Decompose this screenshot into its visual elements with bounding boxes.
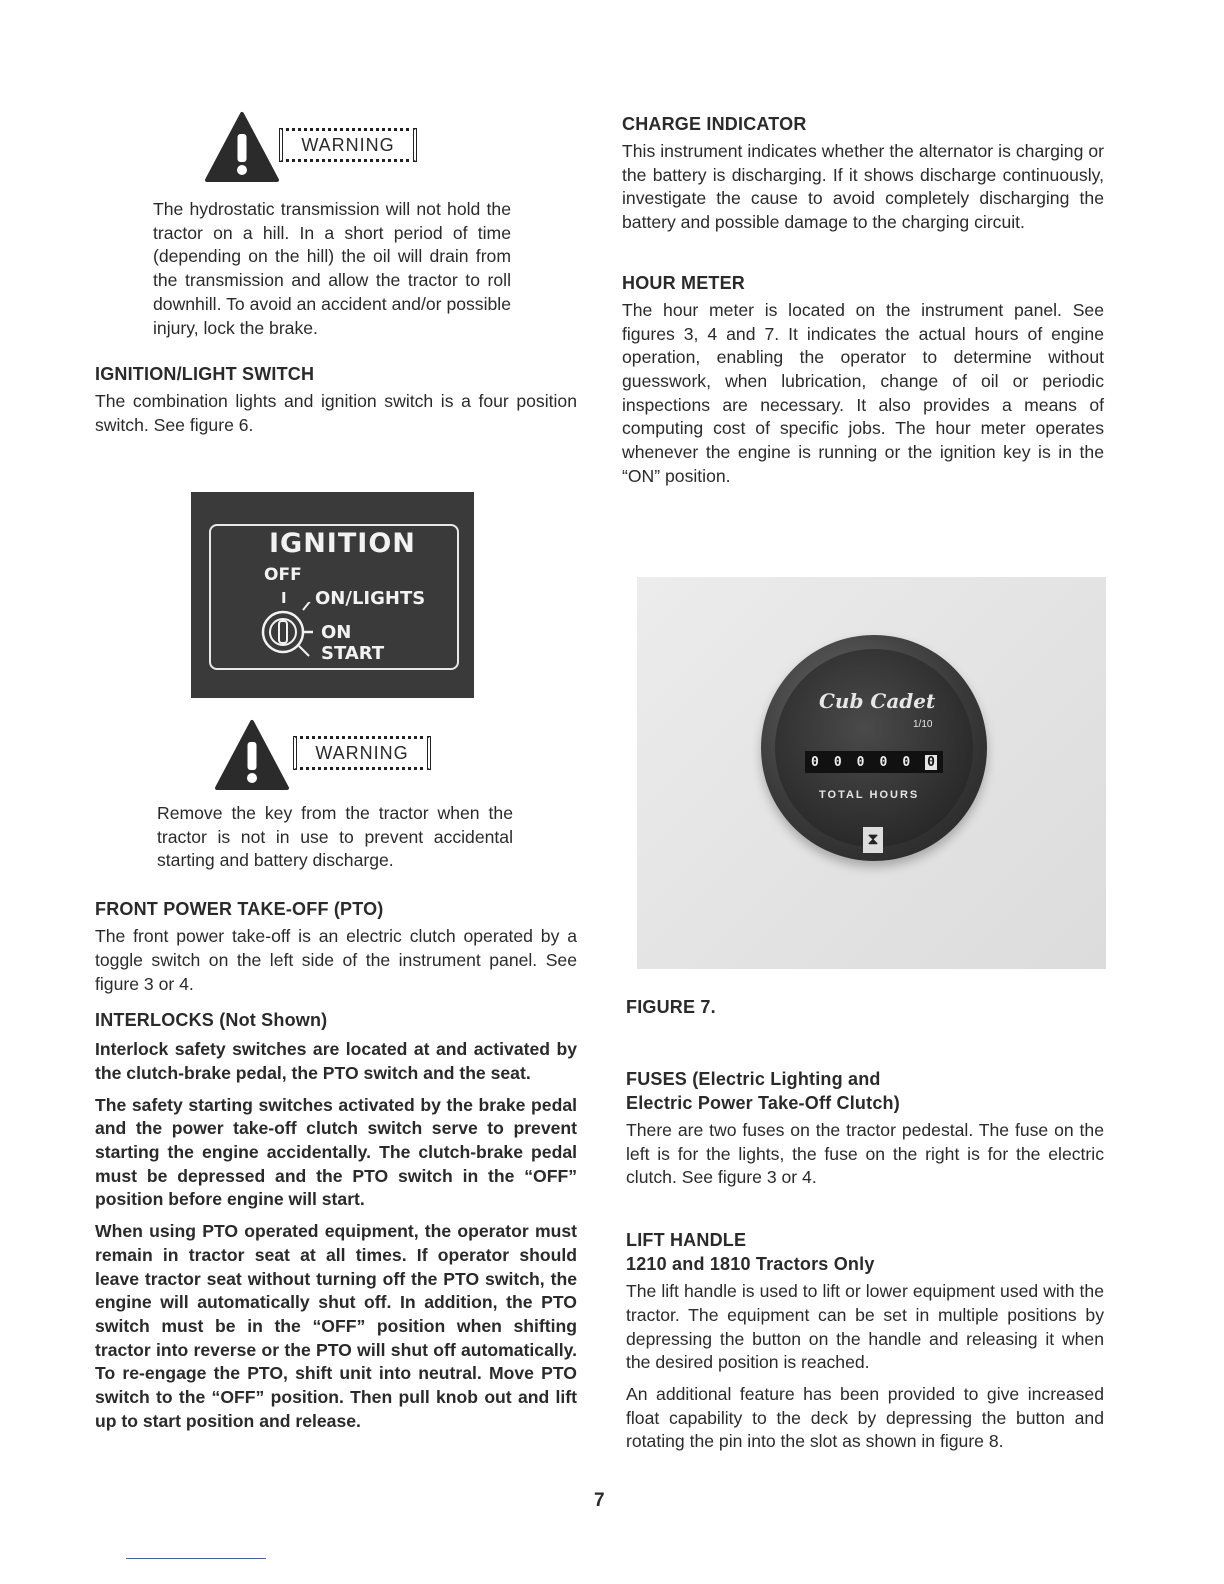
lift-heading-line2: 1210 and 1810 Tractors Only (626, 1254, 875, 1275)
lift-p2: An additional feature has been provided to give increased float capability to the deck by depressing the button and rotating the pin into the slot as shown in figure 8. (626, 1383, 1104, 1452)
hourglass-icon: ⧗ (863, 827, 883, 853)
hour-meter-heading: HOUR METER (622, 272, 745, 293)
ignition-title: IGNITION (269, 528, 416, 559)
ignition-start-label: START (321, 643, 385, 664)
counter-digit: 0 (856, 754, 865, 770)
counter-digit-tenths: 0 (927, 754, 935, 770)
total-hours-label: TOTAL HOURS (819, 789, 920, 801)
warning-text-2: Remove the key from the tractor when the tractor is not in use to prevent accidental starting and battery discharge. (157, 803, 513, 871)
counter-digit: 0 (879, 754, 888, 770)
warning-block-2 (213, 718, 577, 796)
fuses-heading-line2: Electric Power Take-Off Clutch) (626, 1093, 900, 1113)
warning-block-1 (203, 110, 577, 188)
interlocks-p1: Interlock safety switches are located at and activated by the clutch-brake pedal, the PTO switch and the seat. (95, 1039, 577, 1083)
warning-label: WARNING (293, 736, 431, 770)
ignition-off-label: OFF (264, 565, 302, 585)
interlocks-p3: When using PTO operated equipment, the operator must remain in tractor seat at all times. If operator should leave tractor seat without turning off the PTO switch, the engine will automatically shut off. In addition, the PTO switch must be in the “OFF” position when shifting tractor into reverse or the PTO will shut off automatically. To re-engage the PTO, shift unit into neutral. Move PTO switch to the “OFF” position. Then pull knob out and lift up to start position and release. (95, 1221, 577, 1431)
tenths-label: 1/10 (913, 719, 933, 730)
warning-triangle-icon (213, 718, 291, 790)
brand-logo: Cub Cadet (819, 689, 936, 713)
fuses-heading-line1: FUSES (Electric Lighting and (626, 1069, 881, 1089)
ignition-key-icon (253, 602, 319, 662)
counter-digit: 0 (833, 754, 842, 770)
ignition-heading: IGNITION/LIGHT SWITCH (95, 364, 315, 385)
hour-meter-photo (637, 577, 1106, 969)
warning-text-1: The hydrostatic transmission will not hold the tractor on a hill. In a short period of time (depending on the hill) the oil will drain from the transmission and allow the tractor to roll downhill. To avoid an accident and/or possible injury, lock the brake. (153, 199, 511, 338)
ignition-switch-figure (191, 492, 474, 698)
right-column (622, 110, 1104, 488)
left-column (95, 110, 577, 438)
warning-triangle-icon (203, 110, 281, 182)
lift-p1: The lift handle is used to lift or lower equipment used with the tractor. The equipment can be set in multiple positions by depressing the button on the handle and releasing it when the desired position is reached. (626, 1281, 1104, 1373)
counter-digit: 0 (902, 754, 911, 770)
pto-heading: FRONT POWER TAKE-OFF (PTO) (95, 899, 384, 920)
right-column-lower (626, 1067, 1104, 1454)
charge-heading: CHARGE INDICATOR (622, 114, 807, 134)
hour-meter-gauge (761, 635, 987, 861)
hour-counter (805, 751, 943, 773)
ignition-on-lights-label: ON/LIGHTS (315, 588, 426, 609)
ignition-tick: I (281, 589, 287, 607)
footer-rule (126, 1558, 266, 1559)
ignition-text: The combination lights and ignition switch is a four position switch. See figure 6. (95, 391, 577, 435)
interlocks-p2: The safety starting switches activated by the brake pedal and the power take-off clutch switch serve to prevent starting the engine accidentally. The clutch-brake pedal must be depressed and the PTO switch in the “OFF” position before engine will start. (95, 1094, 577, 1210)
warning-label: WARNING (279, 128, 417, 162)
interlocks-heading: INTERLOCKS (Not Shown) (95, 1010, 328, 1031)
page-number: 7 (594, 1490, 605, 1511)
figure-7-caption: FIGURE 7. (626, 997, 716, 1017)
charge-text: This instrument indicates whether the alternator is charging or the battery is discharging. If it shows discharge continuously, investigate the cause to avoid completely discharging the battery and possible damage to the charging circuit. (622, 141, 1104, 233)
left-column-lower (95, 718, 577, 1433)
ignition-on-label: ON (321, 622, 352, 643)
fuses-text: There are two fuses on the tractor pedestal. The fuse on the left is for the lights, the fuse on the right is for the electric clutch. See figure 3 or 4. (626, 1120, 1104, 1188)
counter-digit: 0 (811, 754, 819, 770)
lift-heading-line1: LIFT HANDLE (626, 1230, 747, 1251)
pto-text: The front power take-off is an electric clutch operated by a toggle switch on the left side of the instrument panel. See figure 3 or 4. (95, 926, 577, 994)
hour-meter-text: The hour meter is located on the instrument panel. See figures 3, 4 and 7. It indicates the actual hours of engine operation, enabling the operator to determine without guesswork, when lubrication, change of oil or periodic inspections are necessary. It also provides a means of computing cost of specific jobs. The hour meter operates whenever the engine is running or the ignition key is in the “ON” position. (622, 299, 1104, 486)
gauge-face (775, 649, 973, 847)
